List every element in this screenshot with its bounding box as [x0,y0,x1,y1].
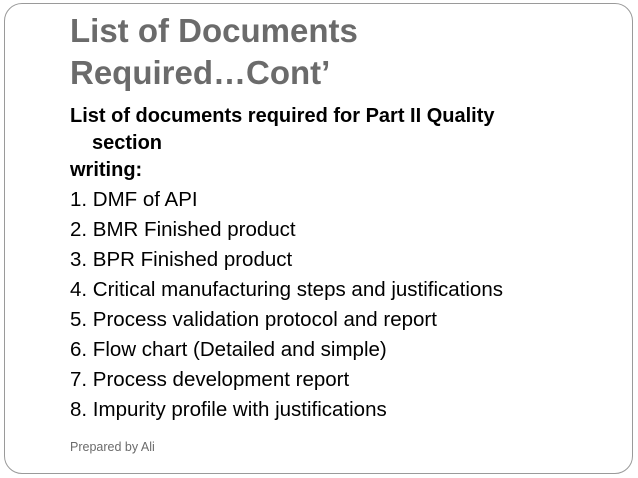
document-list [70,185,503,425]
document-list-item: 4. Critical manufacturing steps and justifications [70,278,503,301]
slide-title-line-1: List of Documents [70,12,358,49]
document-list-item: 3. BPR Finished product [70,248,293,271]
intro-text [70,103,590,184]
slide-title [70,10,358,94]
document-list-item: 1. DMF of API [70,188,198,211]
document-list-item: 7. Process development report [70,368,350,391]
document-list-item: 8. Impurity profile with justifications [70,398,387,421]
intro-line-3: writing: [70,159,143,181]
intro-line-2: section [92,132,163,154]
document-list-item: 5. Process validation protocol and report [70,308,437,331]
document-list-item: 6. Flow chart (Detailed and simple) [70,338,387,361]
footer-credit: Prepared by Ali [70,440,155,454]
intro-line-1: List of documents required for Part II Quality [70,105,495,127]
document-list-item: 2. BMR Finished product [70,218,296,241]
slide-title-line-2: Required…Cont’ [70,54,331,91]
